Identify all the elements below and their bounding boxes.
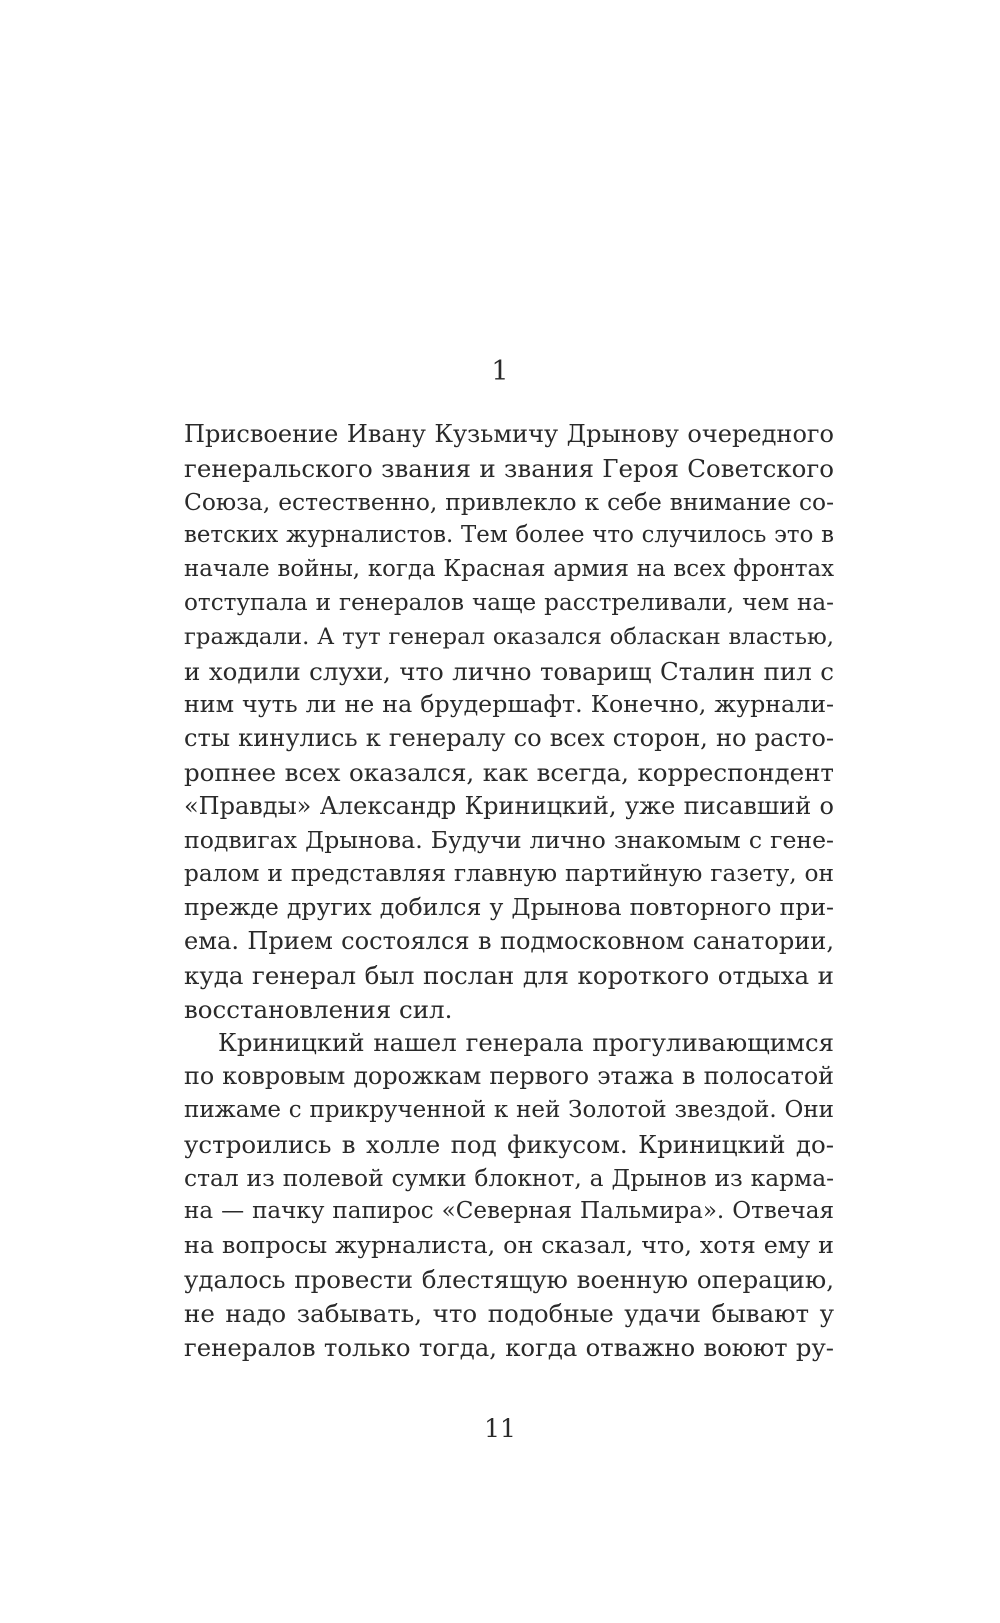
- text-line: удалось провести блестящую военную операцию,: [184, 1264, 834, 1294]
- text-line: начале войны, когда Красная армия на всех фронтах: [184, 556, 834, 583]
- text-line: Союза, естественно, привлекло к себе внимание со-: [184, 487, 834, 516]
- text-line: по ковровым дорожкам первого этажа в полосатой: [184, 1062, 834, 1091]
- chapter-number: 1: [491, 356, 509, 387]
- text-line: устроились в холле под фикусом. Криницкий до-: [184, 1129, 834, 1159]
- text-line: ветских журналистов. Тем более что случилось это в: [184, 522, 834, 549]
- text-line: восстановления сил.: [184, 994, 453, 1024]
- body-text: [184, 418, 834, 1364]
- text-line: на — пачку папирос «Северная Пальмира». Отвечая: [184, 1198, 834, 1225]
- text-line: стал из полевой сумки блокнот, а Дрынов из карма-: [184, 1163, 834, 1192]
- text-line: ропнее всех оказался, как всегда, корреспондент: [184, 757, 834, 787]
- text-line: «Правды» Александр Криницкий, уже писавший о: [184, 791, 834, 820]
- text-line: Криницкий нашел генерала прогуливающимся: [218, 1028, 834, 1058]
- text-line: ним чуть ли не на брудершафт. Конечно, журнали-: [184, 690, 834, 719]
- text-line: Присвоение Ивану Кузьмичу Дрынову очередного: [184, 420, 834, 448]
- text-line: куда генерал был послан для короткого отдыха и: [184, 960, 834, 990]
- text-line: не надо забывать, что подобные удачи бывают у: [184, 1298, 834, 1328]
- page-number: 11: [484, 1414, 516, 1443]
- text-line: генеральского звания и звания Героя Советского: [184, 453, 834, 483]
- text-line: прежде других добился у Дрынова повторного при-: [184, 893, 834, 922]
- paragraph-1: [184, 418, 834, 1026]
- text-line: на вопросы журналиста, он сказал, что, хотя ему и: [184, 1231, 834, 1260]
- text-line: сты кинулись к генералу со всех сторон, но расто-: [184, 724, 834, 753]
- text-line: ралом и представляя главную партийную газету, он: [184, 860, 834, 888]
- text-line: пижаме с прикрученной к ней Золотой звездой. Они: [184, 1096, 834, 1123]
- text-line: граждали. А тут генерал оказался обласкан властью,: [184, 623, 834, 650]
- text-line: подвигах Дрынова. Будучи лично знакомым с гене-: [184, 825, 834, 854]
- text-line: и ходили слухи, что лично товарищ Сталин пил с: [184, 656, 834, 686]
- text-line: генералов только тогда, когда отважно воюют ру-: [184, 1332, 834, 1362]
- paragraph-2: [184, 1026, 834, 1364]
- text-line: ема. Прием состоялся в подмосковном санатории,: [184, 926, 834, 955]
- text-line: отступала и генералов чаще расстреливали, чем на-: [184, 589, 834, 616]
